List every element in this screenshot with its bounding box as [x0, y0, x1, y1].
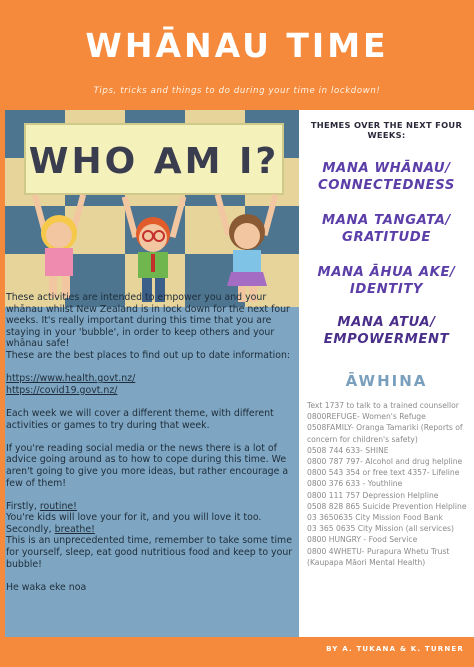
theme-mana-ahua-ake: MANA ĀHUA AKE/ IDENTITY: [317, 265, 456, 297]
service-item: 0800 543 354 or free text 4357- Lifeline: [307, 468, 460, 478]
service-item: 0508FAMILY- Oranga Tamariki (Reports of concern for children's safety): [307, 423, 463, 444]
service-item: 0800REFUGE- Women's Refuge: [307, 412, 426, 422]
service-item: 0508 828 865 Suicide Prevention Helpline: [307, 501, 467, 511]
services-list: [307, 400, 472, 568]
routine-link[interactable]: routine!: [39, 500, 77, 512]
page-title: WHĀNAU TIME: [85, 26, 389, 65]
service-item: Text 1737 to talk to a trained counsellor: [307, 401, 459, 410]
secondly-line: Secondly, breathe!: [6, 523, 95, 535]
theme-mana-tangata: MANA TANGATA/ GRATITUDE: [322, 213, 451, 245]
sign-text: WHO AM I?: [28, 141, 280, 182]
service-item: 0800 111 757 Depression Helpline: [307, 490, 439, 500]
social-media-paragraph: If you're reading social media or the news there is a lot of advice going around as to how to cope during this time. We aren't going to give you more ideas, but rather encourage a few of them!: [6, 442, 289, 489]
kids-line: You're kids will love your for it, and you will love it too.: [6, 512, 262, 524]
theme-mana-atua: MANA ATUA/ EMPOWERMENT: [323, 315, 450, 347]
page-subtitle: Tips, tricks and things to do during your time in lockdown!: [93, 86, 381, 96]
intro-paragraph: These activities are intended to empower you and your whānau whilst New Zealand is in lock down for the next four weeks. It's really important during this time that you are staying in your 'bubble', in order to keep others and your whānau safe!: [6, 292, 290, 350]
service-item: 0800 HUNGRY - Food Service: [307, 535, 418, 545]
service-item: 0800 376 633 - Youthline: [307, 479, 403, 489]
closing-line: He waka eke noa: [6, 581, 87, 593]
each-week-paragraph: Each week we will cover a different theme, with different activities or games to try during that week.: [6, 407, 274, 431]
who-am-i-illustration: [5, 110, 299, 307]
firstly-line: Firstly, routine!: [6, 500, 77, 512]
health-link[interactable]: https://www.health.govt.nz/: [6, 373, 136, 385]
themes-heading: THEMES OVER THE NEXT FOUR WEEKS:: [310, 120, 463, 140]
service-item: 03 3650635 City Mission Food Bank: [307, 513, 443, 523]
service-item: 0800 787 797- Alcohol and drug helpline: [307, 457, 463, 467]
best-places-text: These are the best places to find out up to date information:: [6, 349, 291, 361]
theme-mana-whanau: MANA WHĀNAU/ CONNECTEDNESS: [318, 161, 455, 193]
author-credit: BY A. TUKANA & K. TURNER: [326, 645, 464, 653]
service-item: 0800 4WHETU- Purapura Whetu Trust (Kaupapa Māori Mental Health): [307, 546, 450, 567]
service-item: 0508 744 633- SHINE: [307, 445, 389, 455]
service-item: 03 365 0635 City Mission (all services): [307, 524, 454, 534]
awhina-heading: ĀWHINA: [345, 372, 428, 390]
unprecedented-paragraph: This is an unprecedented time, remember to take some time for yourself, sleep, eat good nutritious food and keep to your bubble!: [6, 535, 293, 570]
covid19-link[interactable]: https://covid19.govt.nz/: [6, 384, 118, 396]
breathe-link[interactable]: breathe!: [54, 523, 95, 535]
body-text: [6, 292, 296, 593]
sidebar: [299, 110, 474, 637]
